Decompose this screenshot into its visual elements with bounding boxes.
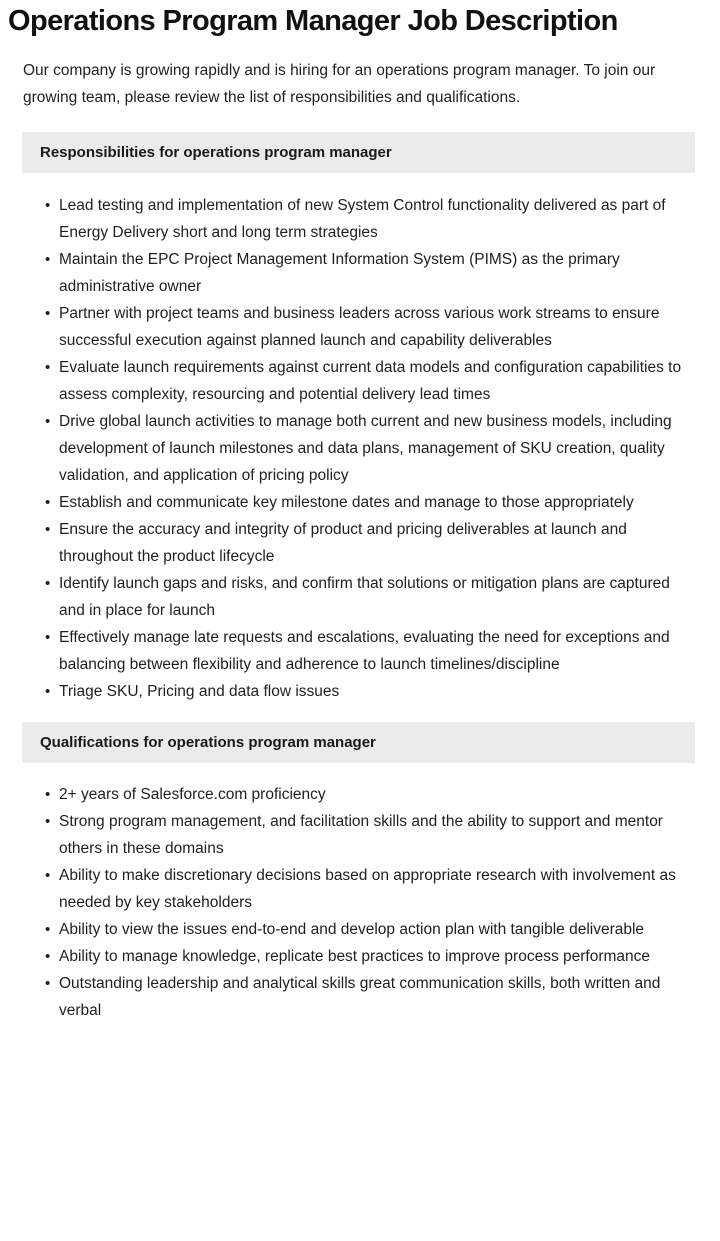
section-qualifications [0, 722, 720, 1046]
list-item: • Partner with project teams and business leaders across various work streams to ensure successful execution against planned launch and capability deliverables [45, 300, 694, 354]
section-heading-text: Qualifications for operations program manager [40, 733, 376, 751]
section-heading-text: Responsibilities for operations program manager [40, 143, 392, 161]
list-item: • Strong program management, and facilitation skills and the ability to support and mentor others in these domains [45, 808, 694, 862]
list-item: • Lead testing and implementation of new System Control functionality delivered as part of Energy Delivery short and long term strategies [45, 192, 694, 246]
list-item: • Effectively manage late requests and escalations, evaluating the need for exceptions and balancing between flexibility and adherence to launch timelines/discipline [45, 624, 694, 678]
section-header-qualifications [22, 722, 695, 763]
page-title: Operations Program Manager Job Description [8, 5, 618, 37]
list-item: • Outstanding leadership and analytical skills great communication skills, both written and verbal [45, 970, 694, 1024]
intro-paragraph: Our company is growing rapidly and is hiring for an operations program manager. To join our growing team, please review the list of responsibilities and qualifications. [23, 62, 656, 106]
qualifications-list [0, 763, 720, 1046]
responsibilities-list [0, 173, 720, 705]
list-item: • Identify launch gaps and risks, and confirm that solutions or mitigation plans are captured and in place for launch [45, 570, 694, 624]
list-item: • Ability to manage knowledge, replicate best practices to improve process performance [45, 943, 694, 970]
intro-paragraph-container [0, 38, 690, 111]
list-item: • Triage SKU, Pricing and data flow issues [45, 678, 694, 705]
section-responsibilities [0, 132, 720, 705]
list-item: • Maintain the EPC Project Management Information System (PIMS) as the primary administrative owner [45, 246, 694, 300]
list-item: • Establish and communicate key milestone dates and manage to those appropriately [45, 489, 694, 516]
list-item: • Ability to make discretionary decisions based on appropriate research with involvement as needed by key stakeholders [45, 862, 694, 916]
section-header-responsibilities [22, 132, 695, 173]
list-item: • Ability to view the issues end-to-end and develop action plan with tangible deliverable [45, 916, 694, 943]
list-item: • Ensure the accuracy and integrity of product and pricing deliverables at launch and throughout the product lifecycle [45, 516, 694, 570]
list-item: • 2+ years of Salesforce.com proficiency [45, 781, 694, 808]
list-item: • Evaluate launch requirements against current data models and configuration capabilities to assess complexity, resourcing and potential delivery lead times [45, 354, 694, 408]
list-item: • Drive global launch activities to manage both current and new business models, including development of launch milestones and data plans, management of SKU creation, quality validation, and application of pricing policy [45, 408, 694, 489]
